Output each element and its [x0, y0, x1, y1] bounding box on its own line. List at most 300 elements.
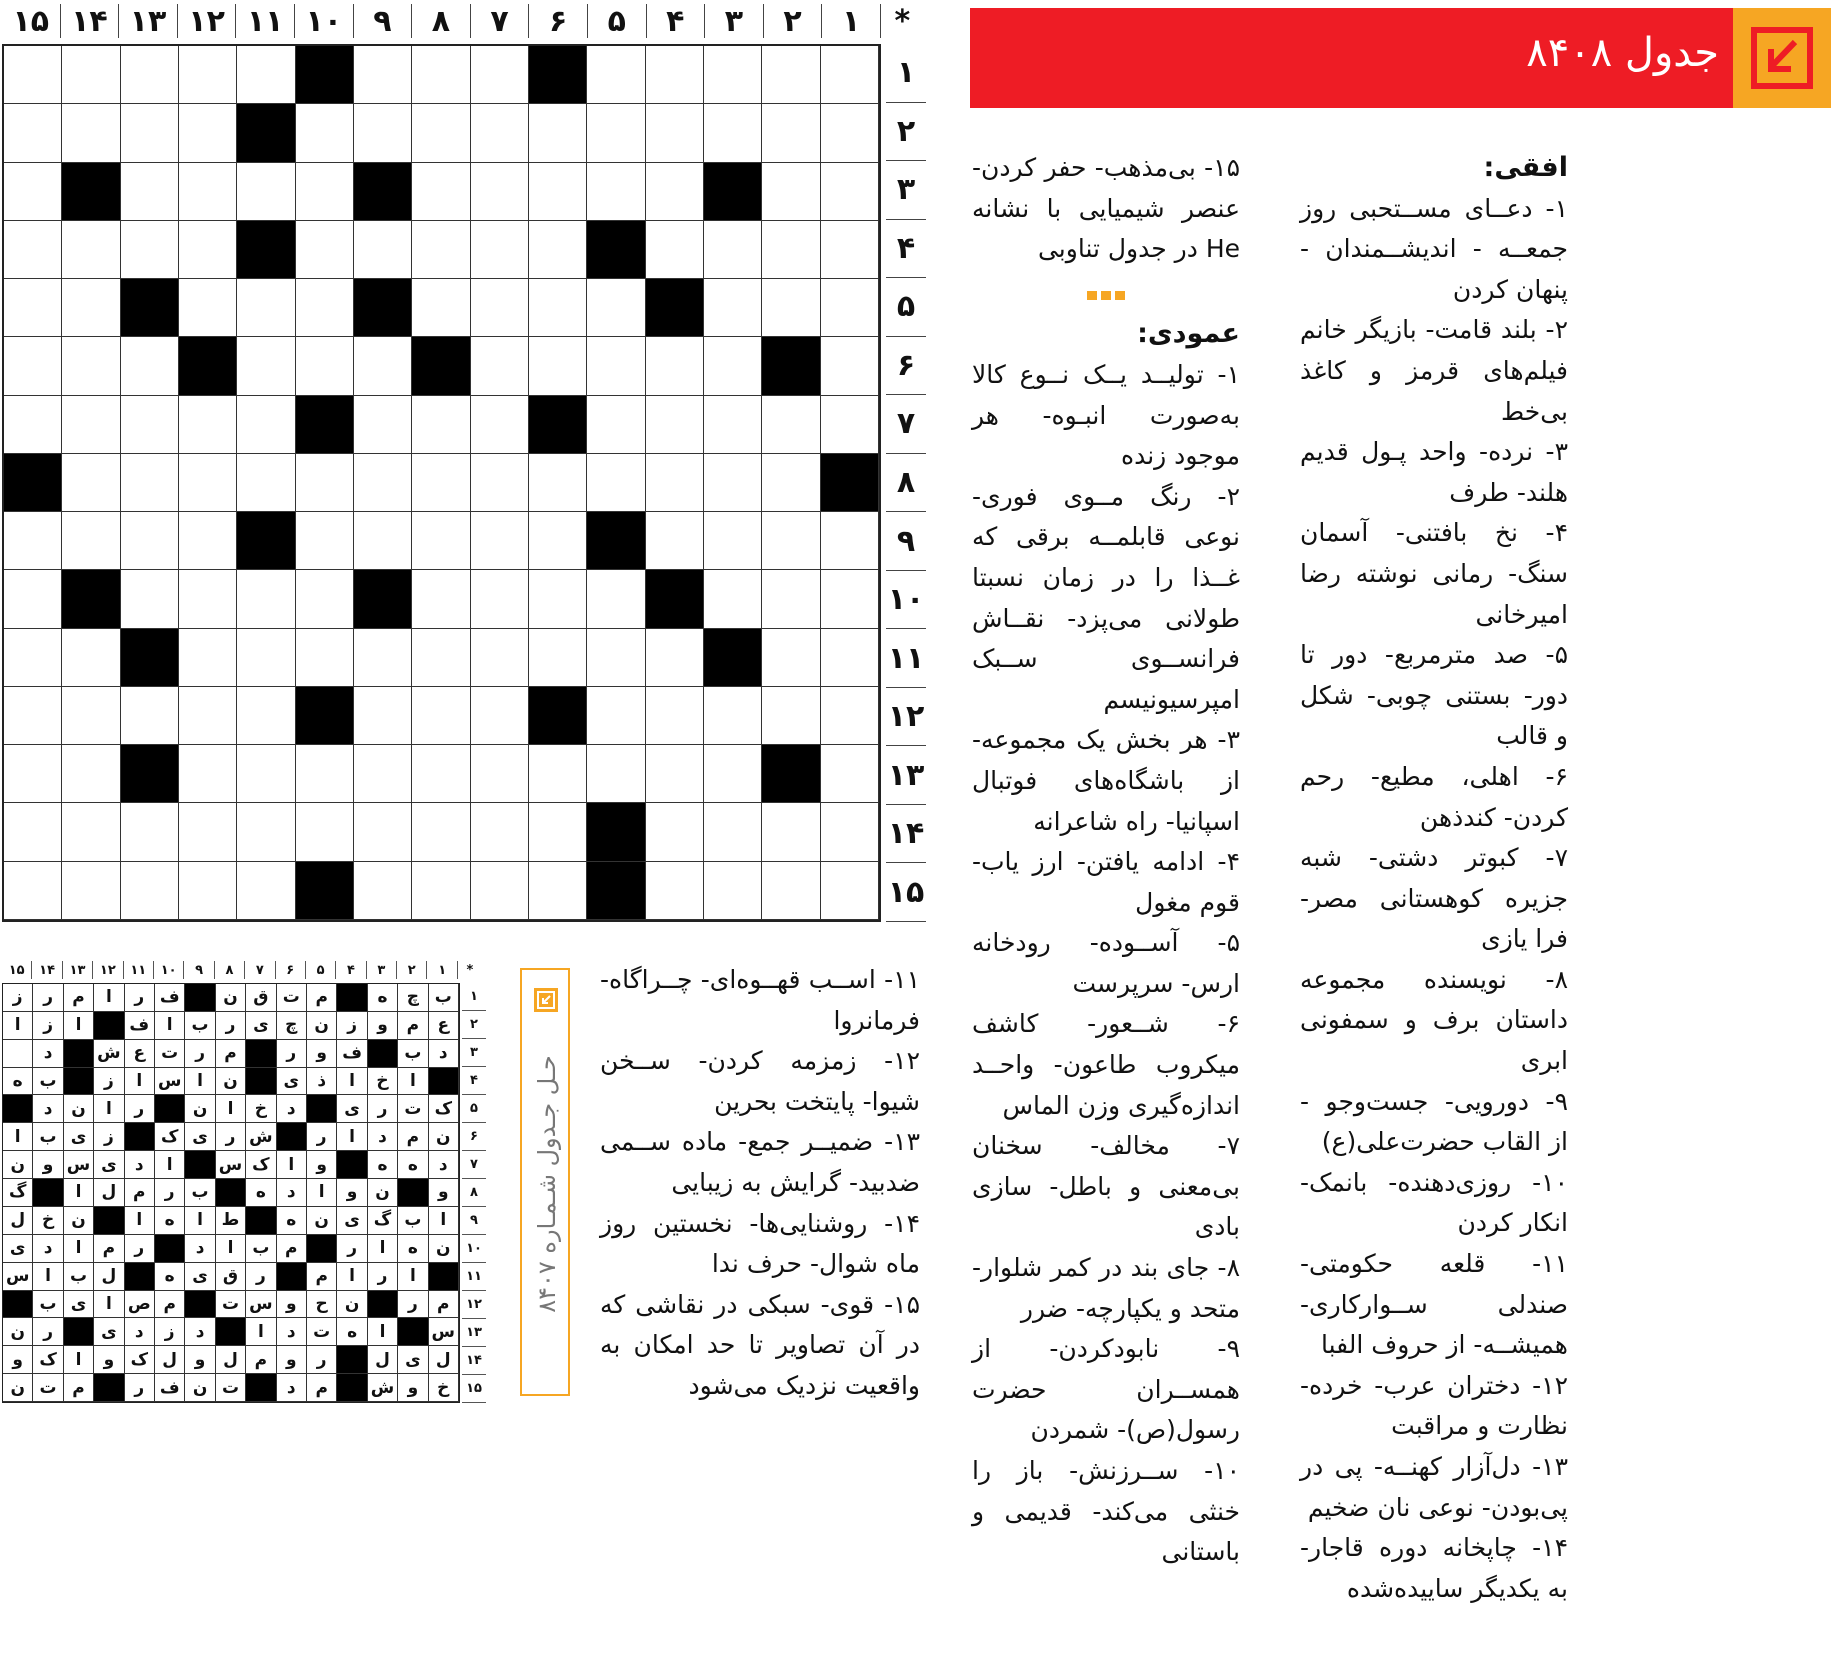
solution-letter: ا — [398, 1068, 428, 1096]
solution-row-number: ۴ — [462, 1067, 486, 1095]
solution-letter: و — [3, 1346, 33, 1374]
grid-cell — [412, 745, 470, 803]
grid-cell — [646, 745, 704, 803]
row-number: ۷ — [886, 395, 926, 454]
clue-item: ۱۵- قوی- سبکی در نقاشی که در آن تصاویر تا حد امکان به واقعیت نزدیک می‌شود — [600, 1289, 920, 1400]
solution-letter: ز — [3, 984, 33, 1012]
column-number: ۱۳ — [119, 4, 178, 38]
solution-letter: ب — [246, 1235, 276, 1263]
grid-cell — [179, 512, 237, 570]
solution-letter: ن — [307, 1012, 337, 1040]
solution-letter: ی — [246, 1012, 276, 1040]
grid-cell — [471, 862, 529, 920]
grid-cell — [529, 221, 587, 279]
black-square — [354, 279, 412, 337]
solution-letter: م — [429, 1291, 459, 1319]
grid-cell — [237, 279, 295, 337]
column-number: ۱۲ — [178, 4, 237, 38]
black-square — [216, 1318, 246, 1346]
grid-cell — [821, 512, 879, 570]
black-square — [277, 1123, 307, 1151]
solution-letter: ا — [185, 1207, 215, 1235]
solution-letter: ف — [337, 1040, 367, 1068]
solution-letter: د — [429, 1040, 459, 1068]
grid-cell — [237, 803, 295, 861]
grid-cell — [354, 454, 412, 512]
black-square — [587, 862, 645, 920]
black-square — [94, 1012, 124, 1040]
solution-row-number: ۱۰ — [462, 1235, 486, 1263]
solution-letter: ه — [398, 1151, 428, 1179]
solution-letter: گ — [3, 1179, 33, 1207]
grid-cell — [821, 221, 879, 279]
black-square — [185, 1151, 215, 1179]
column-number: ۶ — [529, 4, 588, 38]
column-number: ۲ — [764, 4, 823, 38]
solution-letter: س — [216, 1151, 246, 1179]
grid-cell — [587, 337, 645, 395]
solution-letter: ت — [33, 1374, 63, 1402]
grid-cell — [471, 454, 529, 512]
clue-item: ۱۱- اســب قهــوه‌ای- چــراگاه- فرمانروا — [600, 965, 920, 1035]
solution-letter: م — [94, 1235, 124, 1263]
solution-letter: گ — [368, 1207, 398, 1235]
solution-letter: ک — [125, 1346, 155, 1374]
grid-cell — [296, 629, 354, 687]
solution-letter: ش — [94, 1040, 124, 1068]
solution-letter: ی — [337, 1095, 367, 1123]
solution-letter: ا — [3, 1012, 33, 1040]
solution-letter: ا — [155, 1012, 185, 1040]
solution-letter: ه — [337, 1318, 367, 1346]
grid-cell — [704, 337, 762, 395]
solution-letter: ن — [429, 1235, 459, 1263]
solution-letter: ن — [64, 1095, 94, 1123]
grid-cell — [121, 396, 179, 454]
grid-cell — [471, 221, 529, 279]
solution-letter: ر — [246, 1263, 276, 1291]
black-square — [185, 984, 215, 1012]
solution-letter: د — [368, 1123, 398, 1151]
solution-letter: ب — [33, 1068, 63, 1096]
grid-cell — [821, 46, 879, 104]
clue-item: ۱۰- ســرزنش- باز را خنثی می‌کند- قدیمی و باستانی — [972, 1456, 1240, 1567]
solution-letter: ف — [125, 1012, 155, 1040]
solution-letter: ا — [337, 1068, 367, 1096]
grid-cell — [821, 337, 879, 395]
solution-letter: و — [94, 1346, 124, 1374]
black-square — [125, 1263, 155, 1291]
solution-letter: ر — [307, 1346, 337, 1374]
row-number: ۸ — [886, 454, 926, 513]
solution-letter: و — [337, 1179, 367, 1207]
solution-letter: ا — [337, 1123, 367, 1151]
grid-cell — [237, 862, 295, 920]
solution-letter: ا — [398, 1263, 428, 1291]
grid-cell — [587, 396, 645, 454]
solution-letter: س — [3, 1263, 33, 1291]
black-square — [62, 570, 120, 628]
grid-cell — [4, 862, 62, 920]
black-square — [64, 1318, 94, 1346]
grid-cell — [62, 396, 120, 454]
solution-letter: م — [277, 1235, 307, 1263]
row-number: ۱۱ — [886, 629, 926, 688]
grid-cell — [587, 163, 645, 221]
black-square — [429, 1263, 459, 1291]
grid-cell — [821, 570, 879, 628]
grid-cell — [646, 46, 704, 104]
solution-column-number: ۹ — [184, 961, 214, 979]
column-number: ۴ — [647, 4, 706, 38]
grid-cell — [471, 512, 529, 570]
solution-letter: د — [429, 1151, 459, 1179]
clue-item: ۵- صد مترمربع- دور تا دور- بستنی چوبی- شکل و قالب — [1300, 640, 1568, 751]
grid-cell — [354, 512, 412, 570]
grid-cell — [237, 163, 295, 221]
solution-letter: ا — [125, 1068, 155, 1096]
grid-cell — [4, 629, 62, 687]
solution-letter: ر — [277, 1040, 307, 1068]
solution-column-number: * — [466, 962, 474, 978]
solution-letter: خ — [429, 1374, 459, 1402]
row-number: ۴ — [886, 220, 926, 279]
solution-letter: چ — [277, 1012, 307, 1040]
solution-column-number: ۱۴ — [32, 961, 62, 979]
grid-cell — [4, 46, 62, 104]
grid-cell — [4, 396, 62, 454]
grid-cell — [471, 396, 529, 454]
grid-cell — [4, 104, 62, 162]
solution-letter: ر — [155, 1179, 185, 1207]
solution-column-header — [2, 961, 486, 979]
solution-letter: ت — [277, 984, 307, 1012]
grid-cell — [529, 570, 587, 628]
black-square — [821, 454, 879, 512]
grid-cell — [762, 396, 820, 454]
grid-cell — [762, 512, 820, 570]
grid-cell — [587, 454, 645, 512]
black-square — [704, 163, 762, 221]
black-square — [64, 1040, 94, 1068]
solution-letter: ا — [94, 1095, 124, 1123]
black-square — [646, 279, 704, 337]
black-square — [94, 1374, 124, 1402]
grid-cell — [412, 803, 470, 861]
grid-cell — [646, 687, 704, 745]
solution-column-number: ۱۲ — [93, 961, 123, 979]
solution-letter: ب — [185, 1179, 215, 1207]
grid-cell — [62, 46, 120, 104]
solution-letter: ر — [307, 1123, 337, 1151]
grid-cell — [354, 862, 412, 920]
column-number: ۷ — [471, 4, 530, 38]
solution-grid — [2, 983, 460, 1403]
solution-letter: ف — [155, 984, 185, 1012]
clue-item: ۱۴- چاپخانه دوره قاجار- به یکدیگر ساییده‌شده — [1300, 1533, 1568, 1603]
column-number: * — [894, 3, 911, 39]
grid-cell — [354, 337, 412, 395]
grid-cell — [62, 454, 120, 512]
grid-cell — [62, 512, 120, 570]
solution-letter: د — [277, 1374, 307, 1402]
grid-cell — [179, 803, 237, 861]
solution-letter: ز — [94, 1068, 124, 1096]
solution-letter: ر — [125, 1374, 155, 1402]
solution-letter: ی — [398, 1346, 428, 1374]
black-square — [646, 570, 704, 628]
grid-cell — [646, 163, 704, 221]
grid-cell — [62, 104, 120, 162]
solution-letter: د — [185, 1318, 215, 1346]
clue-item: ۴- نخ بافتنی- آسمان سنگ- رمانی نوشته رضا امیرخانی — [1300, 518, 1568, 629]
solution-letter: ص — [125, 1291, 155, 1319]
black-square — [307, 1095, 337, 1123]
grid-cell — [179, 454, 237, 512]
grid-cell — [704, 570, 762, 628]
grid-column-header — [2, 4, 924, 38]
solution-row-number: ۷ — [462, 1151, 486, 1179]
black-square — [587, 803, 645, 861]
grid-cell — [704, 512, 762, 570]
black-square — [246, 1068, 276, 1096]
clue-item: ۱- دعــای مســتحبی روز جمعــه - اندیشــمندان - پنهان کردن — [1300, 193, 1568, 304]
grid-cell — [412, 279, 470, 337]
grid-cell — [412, 163, 470, 221]
solution-letter: ن — [64, 1207, 94, 1235]
clue-item: ۱۰- روزی‌دهنده- بانمک- انکار کردن — [1300, 1167, 1568, 1238]
black-square — [429, 1068, 459, 1096]
grid-cell — [646, 396, 704, 454]
grid-cell — [354, 803, 412, 861]
grid-cell — [62, 687, 120, 745]
grid-cell — [821, 163, 879, 221]
grid-cell — [529, 745, 587, 803]
black-square — [529, 687, 587, 745]
clue-item: ۱۱- قلعه حکومتی- صندلی ســوارکاری- همیشــه- از حروف الفبا — [1300, 1249, 1568, 1360]
row-number: ۱ — [886, 44, 926, 103]
grid-cell — [529, 512, 587, 570]
grid-cell — [121, 803, 179, 861]
grid-cell — [296, 163, 354, 221]
clue-item: ۳- نرده- واحد پـول قدیم هلند- طرف — [1300, 437, 1568, 507]
black-square — [704, 629, 762, 687]
down-clues-continued — [600, 960, 920, 1407]
grid-cell — [762, 46, 820, 104]
solution-letter: ه — [398, 1235, 428, 1263]
grid-cell — [471, 337, 529, 395]
grid-cell — [412, 687, 470, 745]
solution-letter: ن — [307, 1207, 337, 1235]
solution-letter: ت — [307, 1318, 337, 1346]
row-number: ۶ — [886, 337, 926, 396]
grid-cell — [237, 629, 295, 687]
black-square — [277, 1263, 307, 1291]
solution-letter: ر — [185, 1040, 215, 1068]
grid-cell — [62, 337, 120, 395]
clue-item: ۱۲- زمزمه کردن- ســخن شیوا- پایتخت بحرین — [600, 1046, 920, 1116]
solution-letter: و — [307, 1151, 337, 1179]
row-number: ۱۳ — [886, 746, 926, 805]
solution-letter: س — [246, 1291, 276, 1319]
black-square — [94, 1207, 124, 1235]
solution-letter: ر — [398, 1291, 428, 1319]
grid-cell — [646, 454, 704, 512]
grid-cell — [529, 629, 587, 687]
solution-row-number: ۱۲ — [462, 1291, 486, 1319]
black-square — [307, 1235, 337, 1263]
grid-cell — [354, 46, 412, 104]
solution-letter: د — [277, 1179, 307, 1207]
grid-cell — [471, 570, 529, 628]
solution-letter: و — [277, 1346, 307, 1374]
solution-letter: ر — [125, 1095, 155, 1123]
grid-cell — [529, 454, 587, 512]
black-square — [354, 163, 412, 221]
solution-letter: ا — [277, 1151, 307, 1179]
solution-letter: و — [277, 1291, 307, 1319]
grid-cell — [471, 46, 529, 104]
grid-cell — [704, 396, 762, 454]
solution-letter: ه — [368, 1151, 398, 1179]
grid-cell — [646, 104, 704, 162]
grid-cell — [704, 104, 762, 162]
solution-letter: ن — [216, 984, 246, 1012]
clue-item: ۲- رنگ مــوی فوری- نوعی قابلمــه برقی که غــذا را در زمان نسبتا طولانی می‌پزد- نقــاش فرانســوی ســبک امپرسیونیسم — [972, 481, 1240, 714]
solution-letter: د — [33, 1040, 63, 1068]
grid-cell — [121, 512, 179, 570]
clue-item: ۶- شــعور- کاشف میکروب طاعون- واحــد اندازه‌گیری وزن الماس — [972, 1009, 1240, 1120]
solution-letter: ل — [429, 1346, 459, 1374]
black-square — [121, 279, 179, 337]
solution-letter: ا — [307, 1179, 337, 1207]
clue-item: ۱۳- دل‌آزار کهنــه- پی در پی‌بودن- نوعی نان ضخیم — [1300, 1452, 1568, 1522]
solution-row-number: ۹ — [462, 1207, 486, 1235]
grid-cell — [354, 629, 412, 687]
grid-cell — [237, 396, 295, 454]
solution-letter: ل — [3, 1207, 33, 1235]
solution-letter: ا — [64, 1235, 94, 1263]
grid-cell — [62, 745, 120, 803]
black-square — [296, 862, 354, 920]
grid-cell — [179, 104, 237, 162]
grid-cell — [646, 803, 704, 861]
grid-cell — [412, 862, 470, 920]
solution-letter: و — [185, 1346, 215, 1374]
solution-letter: ز — [33, 1012, 63, 1040]
grid-cell — [4, 687, 62, 745]
solution-row-number: ۱۱ — [462, 1263, 486, 1291]
grid-cell — [179, 862, 237, 920]
grid-cell — [296, 454, 354, 512]
row-number: ۲ — [886, 103, 926, 162]
grid-cell — [354, 396, 412, 454]
solution-letter: ز — [337, 1012, 367, 1040]
grid-cell — [412, 629, 470, 687]
grid-cell — [762, 687, 820, 745]
solution-letter: ا — [155, 1151, 185, 1179]
solution-letter: ب — [398, 1207, 428, 1235]
solution-letter: ک — [429, 1095, 459, 1123]
grid-cell — [471, 803, 529, 861]
solution-letter: ز — [155, 1318, 185, 1346]
black-square — [529, 46, 587, 104]
solution-letter: ا — [429, 1207, 459, 1235]
grid-cell — [62, 862, 120, 920]
row-number: ۱۲ — [886, 688, 926, 747]
column-number: ۹ — [354, 4, 413, 38]
row-number: ۹ — [886, 512, 926, 571]
black-square — [337, 1151, 367, 1179]
grid-cell — [412, 104, 470, 162]
grid-cell — [354, 104, 412, 162]
grid-cell — [762, 803, 820, 861]
grid-cell — [4, 337, 62, 395]
solution-letter: ر — [216, 1012, 246, 1040]
grid-cell — [4, 803, 62, 861]
solution-letter: ر — [33, 984, 63, 1012]
grid-cell — [412, 454, 470, 512]
solution-letter: ه — [277, 1207, 307, 1235]
solution-letter: ح — [307, 1291, 337, 1319]
row-number: ۱۴ — [886, 805, 926, 864]
solution-letter: ل — [155, 1346, 185, 1374]
grid-cell — [237, 46, 295, 104]
black-square — [179, 337, 237, 395]
column-number: ۱۴ — [61, 4, 120, 38]
solution-letter: ی — [277, 1068, 307, 1096]
grid-cell — [821, 862, 879, 920]
grid-cell — [821, 803, 879, 861]
solution-letter: ب — [33, 1123, 63, 1151]
solution-row-number: ۲ — [462, 1011, 486, 1039]
solution-letter: ق — [246, 984, 276, 1012]
grid-cell — [821, 629, 879, 687]
black-square — [3, 1291, 33, 1319]
solution-letter: ب — [185, 1012, 215, 1040]
solution-letter: م — [307, 1263, 337, 1291]
grid-cell — [121, 570, 179, 628]
solution-letter: ف — [155, 1374, 185, 1402]
solution-letter: ش — [368, 1374, 398, 1402]
black-square — [296, 396, 354, 454]
solution-column-number: ۱۰ — [154, 961, 184, 979]
solution-letter: ی — [94, 1151, 124, 1179]
solution-letter: ه — [368, 984, 398, 1012]
solution-letter: ن — [3, 1151, 33, 1179]
solution-letter: ل — [368, 1346, 398, 1374]
solution-letter: د — [33, 1235, 63, 1263]
grid-cell — [179, 745, 237, 803]
solution-column-number: ۶ — [276, 961, 306, 979]
grid-cell — [296, 337, 354, 395]
solution-letter: ی — [64, 1123, 94, 1151]
solution-letter: س — [429, 1318, 459, 1346]
grid-cell — [4, 512, 62, 570]
clue-item: ۹- دورویی- جست‌وجو - از القاب حضرت‌علی(ع) — [1300, 1086, 1568, 1157]
grid-cell — [179, 396, 237, 454]
solution-letter: م — [307, 1374, 337, 1402]
grid-cell — [121, 337, 179, 395]
column-number: ۱۰ — [295, 4, 354, 38]
solution-letter: م — [398, 1123, 428, 1151]
black-square — [368, 1291, 398, 1319]
black-square — [237, 512, 295, 570]
solution-letter: ز — [94, 1123, 124, 1151]
solution-letter: ر — [125, 984, 155, 1012]
solution-letter: ل — [94, 1179, 124, 1207]
solution-column-number: ۱۳ — [63, 961, 93, 979]
